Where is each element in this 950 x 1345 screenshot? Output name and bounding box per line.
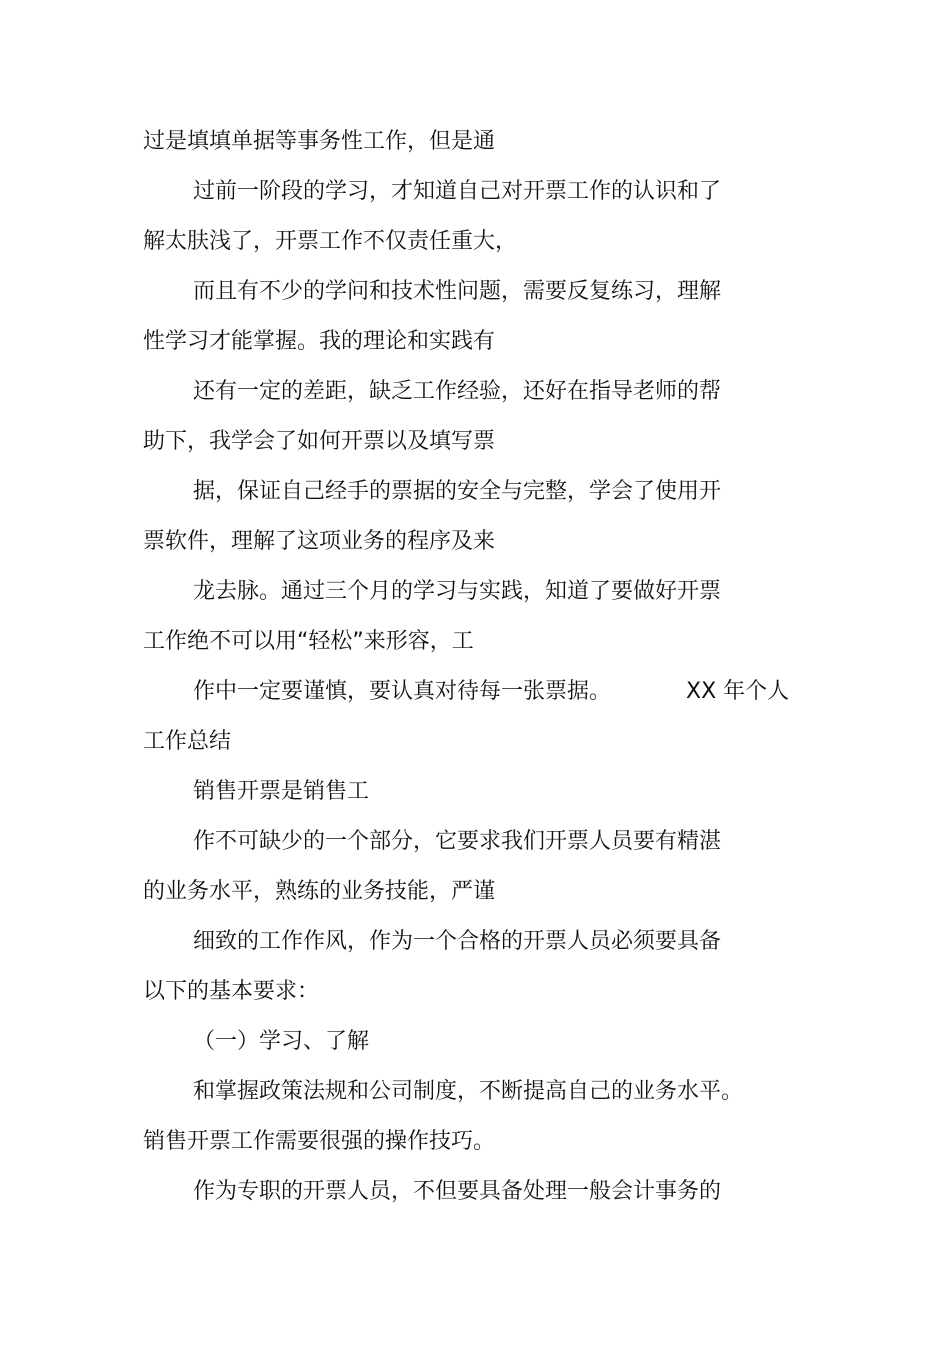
text-line: 以下的基本要求： bbox=[143, 979, 320, 1004]
list-item-heading: （一）学习、了解 bbox=[193, 1029, 370, 1054]
text-line: 作不可缺少的一个部分，它要求我们开票人员要有精湛 bbox=[193, 829, 722, 854]
text-line: 过是填填单据等事务性工作，但是通 bbox=[143, 129, 496, 154]
text-line: 性学习才能掌握。我的理论和实践有 bbox=[143, 329, 496, 354]
text-line: 助下，我学会了如何开票以及填写票 bbox=[143, 429, 496, 454]
text-line: 据，保证自己经手的票据的安全与完整，学会了使用开 bbox=[193, 479, 722, 504]
text-line: 而且有不少的学问和技术性问题，需要反复练习，理解 bbox=[193, 279, 722, 304]
text-line: 龙去脉。通过三个月的学习与实践，知道了要做好开票 bbox=[193, 579, 722, 604]
section-heading: 工作总结 bbox=[143, 729, 232, 754]
text-line: 工作绝不可以用“轻松”来形容，工 bbox=[143, 629, 474, 654]
text-line: 销售开票工作需要很强的操作技巧。 bbox=[143, 1129, 496, 1154]
text-line: 作为专职的开票人员，不但要具备处理一般会计事务的 bbox=[193, 1179, 722, 1204]
text-line: 解太肤浅了，开票工作不仅责任重大， bbox=[143, 229, 518, 254]
text-line: 销售开票是销售工 bbox=[193, 779, 370, 804]
text-line: 作中一定要谨慎，要认真对待每一张票据。 bbox=[193, 679, 612, 704]
section-heading-fragment: XX 年个人 bbox=[686, 679, 790, 704]
text-line: 和掌握政策法规和公司制度，不断提高自己的业务水平。 bbox=[193, 1079, 744, 1104]
text-line: 票软件，理解了这项业务的程序及来 bbox=[143, 529, 496, 554]
text-line: 还有一定的差距，缺乏工作经验，还好在指导老师的帮 bbox=[193, 379, 722, 404]
text-line: 细致的工作作风，作为一个合格的开票人员必须要具备 bbox=[193, 929, 722, 954]
text-line: 过前一阶段的学习，才知道自己对开票工作的认识和了 bbox=[193, 179, 722, 204]
text-line: 的业务水平，熟练的业务技能，严谨 bbox=[143, 879, 496, 904]
